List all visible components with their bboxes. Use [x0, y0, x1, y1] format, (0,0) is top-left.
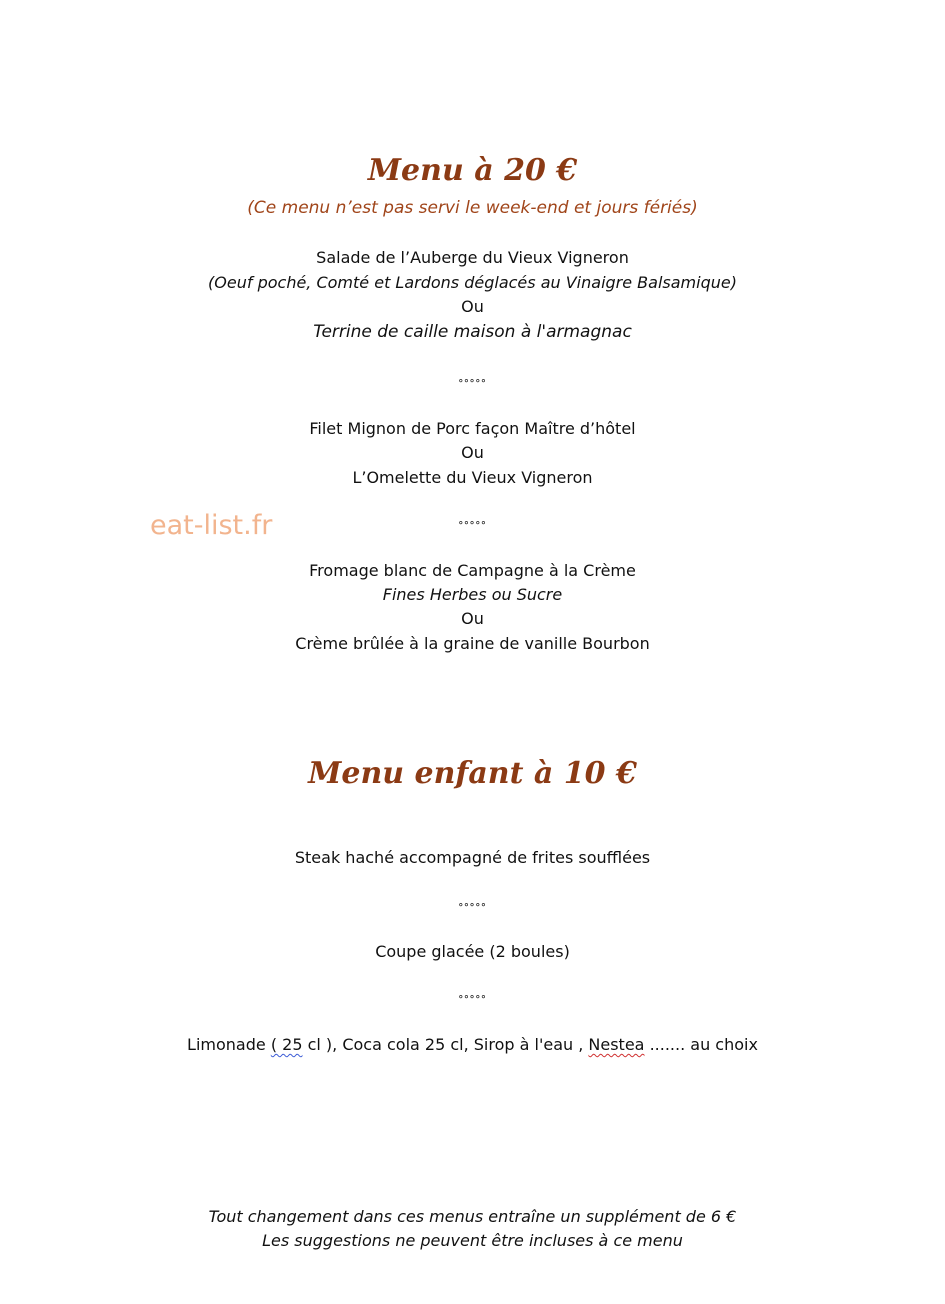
drinks-part-flagged: ( 25 [270, 1035, 303, 1054]
watermark: eat-list.fr [150, 510, 273, 541]
menu-kids-title: Menu enfant à 10 € [308, 756, 637, 791]
menu-20-title: Menu à 20 € [367, 153, 578, 188]
or-separator: Ou [461, 443, 484, 462]
drinks-part: cl ), Coca cola 25 cl, Sirop à l'eau , [302, 1035, 589, 1054]
footer-note-1: Tout changement dans ces menus entraîne un supplément de 6 € [208, 1207, 737, 1226]
footer-note-2: Les suggestions ne peuvent être incluses à ce menu [262, 1231, 683, 1250]
course-separator: ᐤᐤᐤᐤᐤ [458, 992, 487, 1006]
or-separator: Ou [461, 609, 484, 628]
course-separator: ᐤᐤᐤᐤᐤ [458, 518, 487, 532]
drinks-part-flagged: Nestea [588, 1035, 645, 1054]
dessert-1-detail: Fines Herbes ou Sucre [382, 585, 563, 604]
starter-1: Salade de l’Auberge du Vieux Vigneron [316, 248, 629, 267]
course-separator: ᐤᐤᐤᐤᐤ [458, 900, 487, 914]
kids-dessert: Coupe glacée (2 boules) [375, 942, 570, 961]
starter-1-detail: (Oeuf poché, Comté et Lardons déglacés au Vinaigre Balsamique) [208, 273, 737, 292]
kids-drinks [0, 1034, 945, 1056]
kids-main: Steak haché accompagné de frites soufflées [294, 848, 651, 867]
drinks-part: Limonade [187, 1035, 271, 1054]
menu-20-subtitle: (Ce menu n’est pas servi le week-end et jours fériés) [247, 198, 698, 218]
main-1: Filet Mignon de Porc façon Maître d’hôtel [309, 419, 636, 438]
drinks-part: ....... au choix [644, 1035, 758, 1054]
dessert-2: Crème brûlée à la graine de vanille Bourbon [295, 634, 650, 653]
or-separator: Ou [461, 297, 484, 316]
starter-2: Terrine de caille maison à l'armagnac [313, 322, 632, 342]
dessert-1: Fromage blanc de Campagne à la Crème [309, 561, 636, 580]
course-separator: ᐤᐤᐤᐤᐤ [458, 376, 487, 390]
main-2: L’Omelette du Vieux Vigneron [352, 468, 593, 487]
